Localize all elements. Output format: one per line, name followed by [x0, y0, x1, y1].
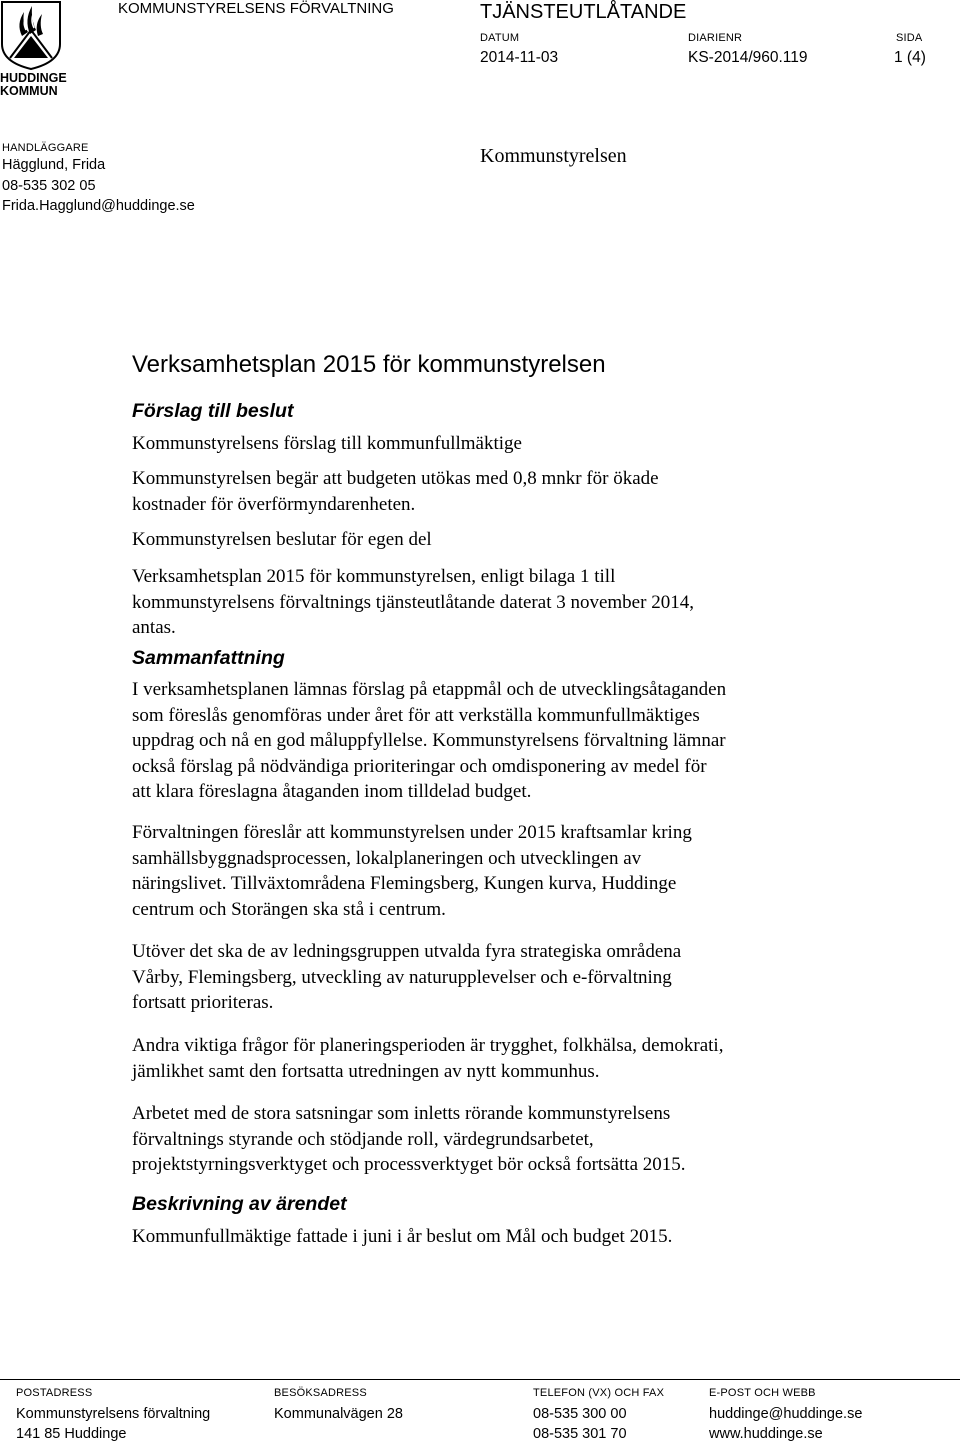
- document-type: TJÄNSTEUTLÅTANDE: [480, 1, 687, 23]
- paragraph-verksamhetsplan-antas: Verksamhetsplan 2015 för kommunstyrelsen, enligt bilaga 1 till kommunstyrelsens förvaltnings tjänsteutlåtande daterat 3 november 2014, antas.: [132, 566, 694, 638]
- paragraph-summary-3: Utöver det ska de av ledningsgruppen utvalda fyra strategiska områdena Vårby, Flemingsberg, utveckling av naturupplevelser och e-förvaltning fortsatt prioriteras.: [132, 941, 682, 1013]
- recipient: Kommunstyrelsen: [480, 145, 627, 167]
- footer-email-link[interactable]: huddinge@huddinge.se: [709, 1406, 863, 1422]
- case-officer-label: HANDLÄGGARE: [2, 142, 89, 154]
- page-label: SIDA: [896, 32, 923, 44]
- footer-phone-fax: TELEFON (VX) OCH FAX 08-535 300 00 08-535 301 70: [533, 1387, 665, 1442]
- diary-number-label: DIARIENR: [688, 32, 743, 44]
- organization-name: KOMMUNSTYRELSENS FÖRVALTNING: [118, 0, 394, 17]
- date-value: 2014-11-03: [480, 49, 559, 66]
- case-officer-phone: 08-535 302 05: [2, 178, 96, 194]
- paragraph-summary-4: Andra viktiga frågor för planeringsperioden är trygghet, folkhälsa, demokrati, jämlikhet samt den fortsatta utredningen av nytt kommunhus.: [132, 1035, 724, 1082]
- paragraph-summary-2: Förvaltningen föreslår att kommunstyrelsen under 2015 kraftsamlar kring samhällsbyggnadsprocessen, lokalplaneringen och utvecklingen av näringslivet. Tillväxtområdena Flemingsberg, Kungen kurva, Huddinge centrum och Storängen ska stå i centrum.: [132, 822, 692, 920]
- date-label: DATUM: [480, 32, 520, 44]
- paragraph-budget-request: Kommunstyrelsen begär att budgeten utökas med 0,8 mnkr för ökade kostnader för överförmyndarenheten.: [132, 468, 659, 515]
- paragraph-summary-5: Arbetet med de stora satsningar som inletts rörande kommunstyrelsens förvaltnings styrande och stödjande roll, värdegrundsarbetet, projektstyrningsverktyget och processverktyget bör också fortsätta 2015.: [132, 1103, 686, 1175]
- footer-divider: [0, 1379, 960, 1380]
- footer-web-link[interactable]: www.huddinge.se: [709, 1426, 823, 1442]
- footer-visiting-address: BESÖKSADRESS Kommunalvägen 28: [274, 1387, 403, 1422]
- page-number: 1 (4): [894, 49, 926, 66]
- paragraph-forslag-intro: Kommunstyrelsens förslag till kommunfullmäktige: [132, 433, 522, 454]
- diary-number-value: KS-2014/960.119: [688, 49, 808, 66]
- coat-of-arms-icon: [0, 0, 62, 70]
- logo-text: HUDDINGE KOMMUN: [0, 71, 67, 98]
- case-officer-name: Hägglund, Frida: [2, 157, 106, 173]
- section-heading-sammanfattning: Sammanfattning: [132, 647, 285, 669]
- paragraph-egen-del: Kommunstyrelsen beslutar för egen del: [132, 529, 432, 550]
- document-title: Verksamhetsplan 2015 för kommunstyrelsen: [132, 351, 606, 378]
- paragraph-description: Kommunfullmäktige fattade i juni i år beslut om Mål och budget 2015.: [132, 1226, 673, 1247]
- footer-email-web: E-POST OCH WEBB huddinge@huddinge.se www.huddinge.se: [709, 1387, 863, 1442]
- section-heading-forslag: Förslag till beslut: [132, 400, 294, 422]
- case-officer-email[interactable]: Frida.Hagglund@huddinge.se: [2, 198, 195, 214]
- huddinge-kommun-logo: [0, 0, 66, 104]
- section-heading-beskrivning: Beskrivning av ärendet: [132, 1193, 347, 1215]
- paragraph-summary-1: I verksamhetsplanen lämnas förslag på etappmål och de utvecklingsåtaganden som föreslås genomföras under året för att verkställa kommunfullmäktiges uppdrag och nå en god måluppfyllelse. Kommunstyrelsens förvaltning lämnar också förslag på nödvändiga prioriteringar och omdisponering av medel för att klara föreslagna åtaganden inom tilldelad budget.: [132, 679, 727, 802]
- footer-postal-address: POSTADRESS Kommunstyrelsens förvaltning 141 85 Huddinge: [16, 1387, 211, 1442]
